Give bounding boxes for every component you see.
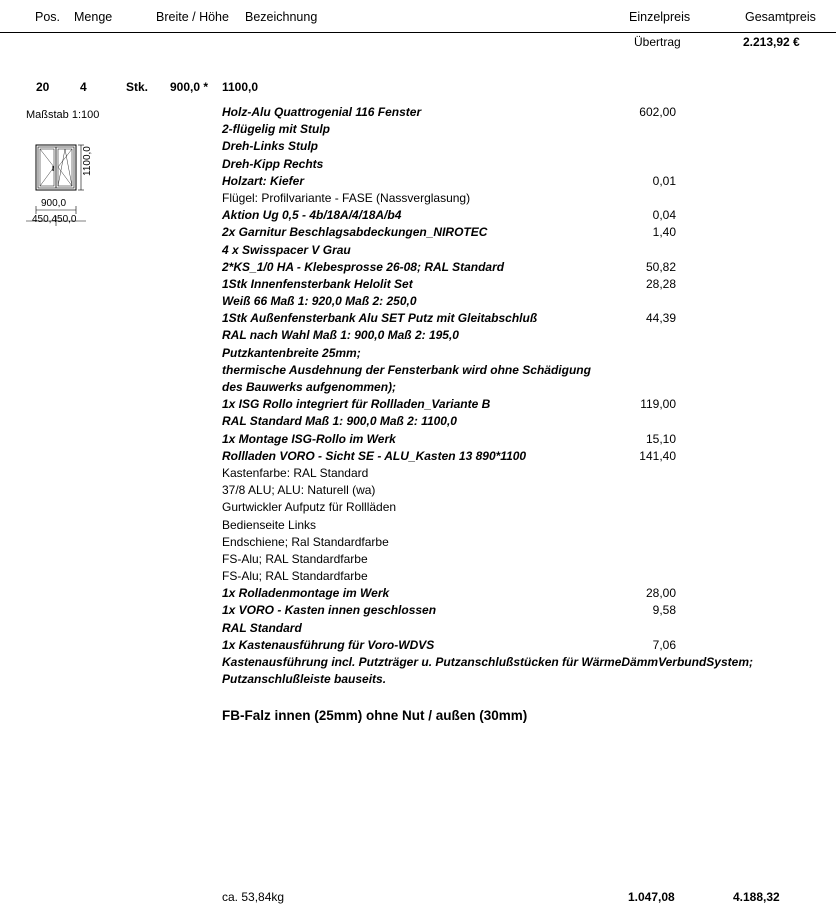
item-text: Aktion Ug 0,5 - 4b/18A/4/18A/b4 [222, 208, 402, 223]
item-row [222, 207, 822, 224]
item-text: Dreh-Kipp Rechts [222, 156, 324, 171]
item-row [222, 173, 822, 190]
item-price: 141,40 [639, 448, 676, 463]
header-pos: Pos. [35, 10, 61, 24]
item-row [222, 259, 822, 276]
item-row [222, 413, 822, 430]
item-row [222, 465, 822, 482]
item-text: Kastenfarbe: RAL Standard [222, 465, 369, 480]
item-price: 28,28 [645, 276, 676, 291]
item-text: 1x Montage ISG-Rollo im Werk [222, 431, 396, 446]
item-text: Holzart: Kiefer [222, 173, 305, 188]
item-price: 602,00 [639, 105, 676, 119]
item-text: 1Stk Außenfensterbank Alu SET Putz mit Gleitabschluß [222, 311, 538, 326]
item-price: 0,04 [652, 208, 676, 223]
item-text: des Bauwerks aufgenommen); [222, 380, 397, 394]
item-row [222, 345, 822, 362]
item-text: 4 x Swisspacer V Grau [222, 242, 351, 257]
item-row [222, 534, 822, 551]
item-price: 0,01 [652, 173, 676, 188]
item-row [222, 602, 822, 619]
item-row [222, 448, 822, 465]
position-width: 900,0 * [170, 80, 209, 94]
sketch-height-label: 1100,0 [82, 146, 93, 176]
item-text: thermische Ausdehnung der Fensterbank wird ohne Schädigung [222, 362, 591, 377]
item-text: 1x VORO - Kasten innen geschlossen [222, 603, 437, 618]
item-row [222, 327, 822, 344]
item-text: Holz-Alu Quattrogenial 116 Fenster [222, 105, 422, 119]
footer-weight: ca. 53,84kg [222, 890, 285, 904]
uebertrag-value: 2.213,92 € [743, 35, 800, 49]
position-unit: Stk. [126, 80, 149, 94]
item-row [222, 568, 822, 585]
item-price: 15,10 [645, 431, 676, 446]
header-divider [0, 32, 836, 33]
item-price: 28,00 [645, 586, 676, 601]
item-row [222, 242, 822, 259]
item-price: 1,40 [652, 225, 676, 240]
item-text: Endschiene; Ral Standardfarbe [222, 534, 389, 549]
item-row [222, 482, 822, 499]
item-price: 50,82 [645, 259, 676, 274]
item-text: Kastenausführung incl. Putzträger u. Putzanschlußstücken für WärmeDämmVerbundSystem; [222, 655, 753, 669]
item-row [222, 517, 822, 534]
item-text: 37/8 ALU; ALU: Naturell (wa) [222, 483, 376, 498]
position-quantity: 4 [80, 80, 87, 94]
item-text: Gurtwickler Aufputz für Rollläden [222, 500, 397, 515]
item-text: Bedienseite Links [222, 517, 317, 532]
item-row [222, 224, 822, 241]
item-text: RAL Standard [222, 620, 302, 635]
uebertrag-label: Übertrag [634, 35, 681, 49]
item-price: 7,06 [652, 637, 676, 652]
position-height: 1100,0 [222, 80, 259, 94]
item-row [222, 654, 822, 671]
item-row [222, 396, 822, 413]
item-row [222, 671, 822, 688]
header-bezeichnung: Bezeichnung [245, 10, 318, 24]
item-text: 1Stk Innenfensterbank Helolit Set [222, 276, 413, 291]
header-gesamtpreis: Gesamtpreis [745, 10, 816, 24]
item-price: 9,58 [652, 603, 676, 618]
item-row [222, 620, 822, 637]
item-text: Weiß 66 Maß 1: 920,0 Maß 2: 250,0 [222, 294, 417, 309]
item-text: Putzanschlußleiste bauseits. [222, 672, 387, 687]
item-row [222, 138, 822, 155]
item-text: FS-Alu; RAL Standardfarbe [222, 551, 368, 566]
window-sketch [26, 140, 93, 230]
item-text: 2x Garnitur Beschlagsabdeckungen_NIROTEC [222, 225, 488, 240]
header-menge: Menge [74, 10, 113, 24]
header-breite-hoehe: Breite / Höhe [156, 10, 229, 24]
item-text: 2*KS_1/0 HA - Klebesprosse 26-08; RAL Standard [222, 259, 505, 274]
item-text: 1x Rolladenmontage im Werk [222, 586, 390, 601]
item-row [222, 379, 822, 396]
item-text: Flügel: Profilvariante - FASE (Nassverglasung) [222, 190, 471, 205]
falz-note: FB-Falz innen (25mm) ohne Nut / außen (30mm) [222, 708, 528, 723]
item-price: 119,00 [640, 397, 676, 412]
item-row [222, 121, 822, 138]
item-row [222, 190, 822, 207]
footer-einzelpreis: 1.047,08 [628, 890, 675, 904]
item-price: 44,39 [645, 311, 676, 326]
item-row [222, 104, 822, 121]
item-text: FS-Alu; RAL Standardfarbe [222, 569, 368, 584]
item-list [222, 104, 822, 688]
item-text: Rollladen VORO - Sicht SE - ALU_Kasten 13 890*1100 [222, 448, 527, 463]
item-row [222, 585, 822, 602]
item-row [222, 293, 822, 310]
item-row [222, 637, 822, 654]
sketch-split-label: 450,450,0 [32, 214, 77, 225]
sketch-width-label: 900,0 [41, 198, 67, 209]
footer-gesamtpreis: 4.188,32 [733, 890, 780, 904]
scale-label: Maßstab 1:100 [26, 109, 100, 121]
item-row [222, 156, 822, 173]
item-text: RAL Standard Maß 1: 900,0 Maß 2: 1100,0 [222, 414, 457, 429]
item-row [222, 276, 822, 293]
item-row [222, 362, 822, 379]
item-row [222, 499, 822, 516]
item-text: RAL nach Wahl Maß 1: 900,0 Maß 2: 195,0 [222, 328, 459, 343]
item-row [222, 310, 822, 327]
item-text: Dreh-Links Stulp [222, 139, 319, 154]
item-text: 1x ISG Rollo integriert für Rollladen_Variante B [222, 397, 491, 412]
item-row [222, 551, 822, 568]
item-text: 2-flügelig mit Stulp [222, 122, 330, 137]
item-text: Putzkantenbreite 25mm; [222, 345, 361, 360]
item-text: 1x Kastenausführung für Voro-WDVS [222, 637, 435, 652]
position-number: 20 [36, 80, 50, 94]
header-einzelpreis: Einzelpreis [629, 10, 691, 24]
item-row [222, 431, 822, 448]
